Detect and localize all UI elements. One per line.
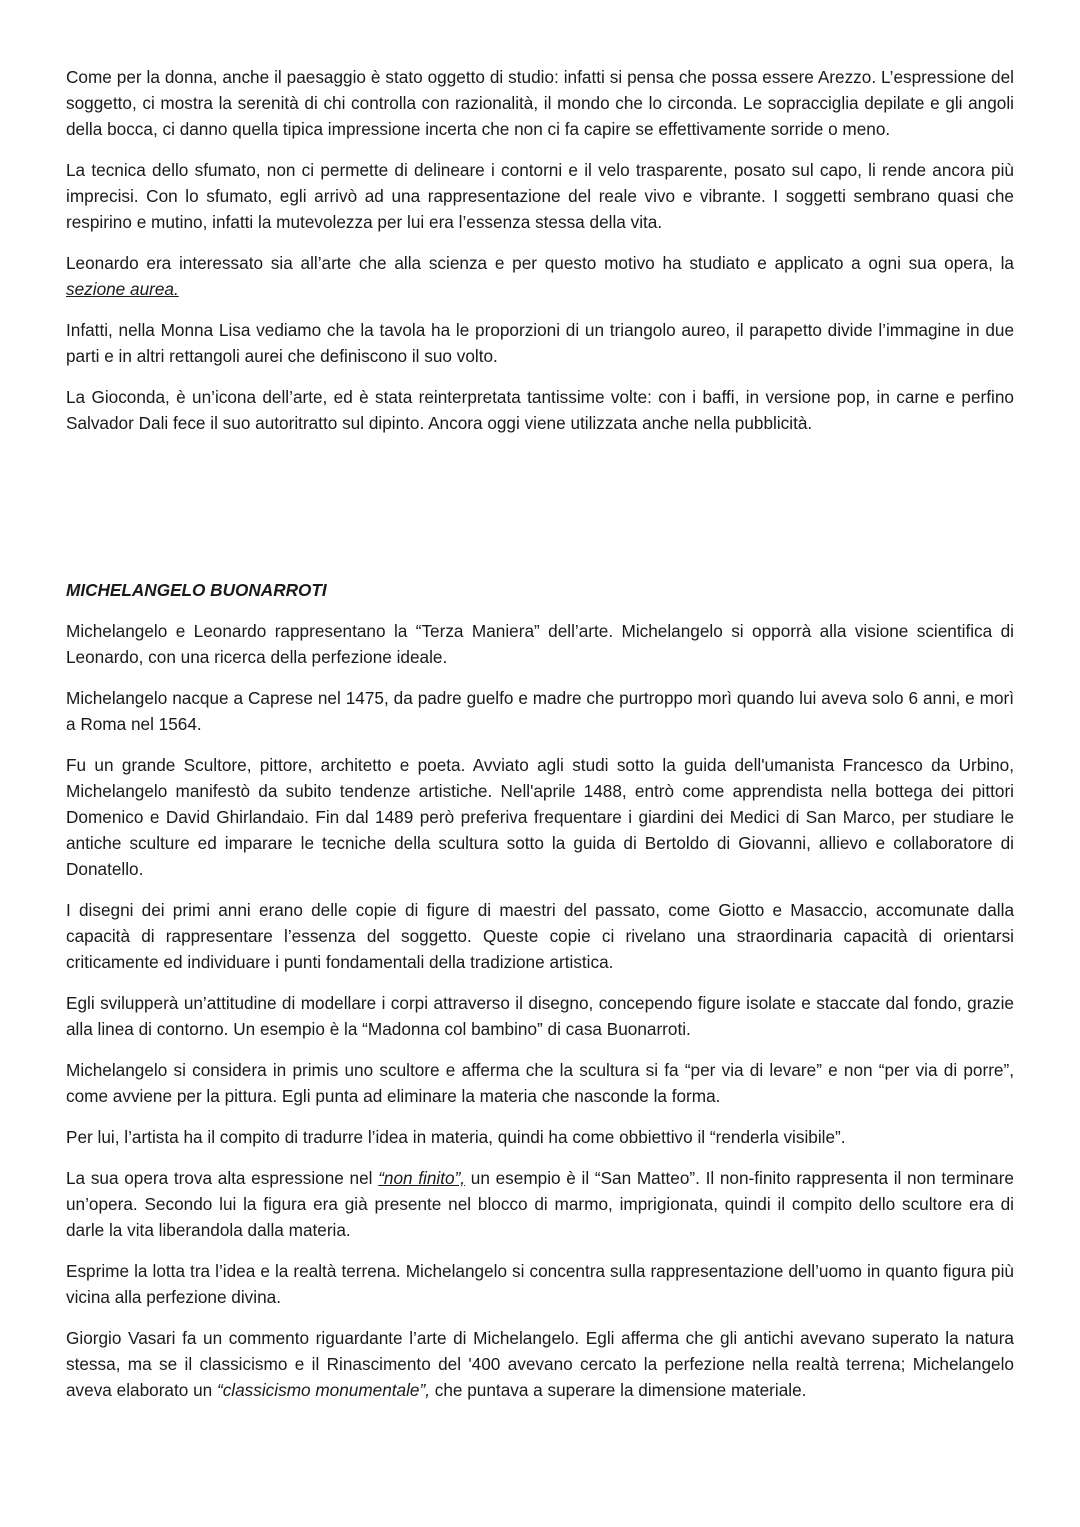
paragraph-non-finito-a: La sua opera trova alta espressione nel	[66, 1168, 379, 1188]
paragraph-sculpture: Michelangelo si considera in primis uno scultore e afferma che la scultura si fa “per via di levare” e non “per via di porre”, come avviene per la pittura. Egli punta ad eliminare la materia che nasconde la forma.	[66, 1060, 1014, 1106]
classicismo-monumentale-term: “classicismo monumentale”,	[216, 1380, 430, 1400]
paragraph-sfumato: La tecnica dello sfumato, non ci permette di delineare i contorni e il velo trasparente, posato sul capo, li rende ancora più imprecisi. Con lo sfumato, egli arrivò ad una rappresentazione del reale vivo e vibrante. I soggetti sembrano quasi che respirino e mutino, infatti la mutevolezza per lui era l’essenza stessa della vita.	[66, 160, 1014, 232]
paragraph-birth: Michelangelo nacque a Caprese nel 1475, da padre guelfo e madre che purtroppo morì quando lui aveva solo 6 anni, e morì a Roma nel 1564.	[66, 688, 1014, 734]
non-finito-term: “non finito”,	[378, 1168, 466, 1188]
paragraph-training: Fu un grande Scultore, pittore, architetto e poeta. Avviato agli studi sotto la guida dell'umanista Francesco da Urbino, Michelangelo manifestò da subito tendenze artistiche. Nell'aprile 1488, entrò come apprendista nella bottega dei pittori Domenico e David Ghirlandaio. Fin dal 1489 però preferiva frequentare i giardini dei Medici di San Marco, per studiare le antiche sculture ed imparare le tecniche della scultura sotto la guida di Bertoldo di Giovanni, allievo e collaboratore di Donatello.	[66, 755, 1014, 879]
paragraph-vasari-b: che puntava a superare la dimensione materiale.	[429, 1380, 807, 1400]
paragraph-early-drawings: I disegni dei primi anni erano delle copie di figure di maestri del passato, come Giotto e Masaccio, accomunate dalla capacità di rappresentare l’essenza del soggetto. Queste copie ci rivelano una straordinaria capacità di orientarsi criticamente ed individuare i punti fondamentali della tradizione artistica.	[66, 900, 1014, 972]
paragraph-idea-to-matter: Per lui, l’artista ha il compito di tradurre l’idea in materia, quindi ha come obbiettivo il “renderla visibile”.	[66, 1127, 846, 1147]
section-heading-michelangelo: MICHELANGELO BUONARROTI	[66, 580, 327, 600]
paragraph-modelling-bodies: Egli svilupperà un’attitudine di modellare i corpi attraverso il disegno, concependo figure isolate e staccate dal fondo, grazie alla linea di contorno. Un esempio è la “Madonna col bambino” di casa Buonarroti.	[66, 993, 1014, 1039]
document-page	[66, 64, 1014, 1418]
paragraph-struggle: Esprime la lotta tra l’idea e la realtà terrena. Michelangelo si concentra sulla rappresentazione dell’uomo in quanto figura più vicina alla perfezione divina.	[66, 1261, 1014, 1307]
paragraph-golden-section-text: Leonardo era interessato sia all’arte che alla scienza e per questo motivo ha studiato e applicato a ogni sua opera, la	[66, 253, 1014, 273]
paragraph-golden-section	[66, 250, 1014, 302]
paragraph-non-finito	[66, 1165, 1014, 1243]
paragraph-gioconda-icon: La Gioconda, è un’icona dell’arte, ed è stata reinterpretata tantissime volte: con i baffi, in versione pop, in carne e perfino Salvador Dali fece il suo autoritratto sul dipinto. Ancora oggi viene utilizzata anche nella pubblicità.	[66, 387, 1014, 433]
paragraph-landscape: Come per la donna, anche il paesaggio è stato oggetto di studio: infatti si pensa che possa essere Arezzo. L’espressione del soggetto, ci mostra la serenità di chi controlla con razionalità, il mondo che lo circonda. Le sopracciglia depilate e gli angoli della bocca, ci danno quella tipica impressione incerta che non ci fa capire se effettivamente sorride o meno.	[66, 67, 1014, 139]
paragraph-non-finito-b: un esempio è il “San Matteo”. Il non-finito rappresenta il non terminare un’opera. Secondo lui la figura era già presente nel blocco di marmo, imprigionata, quindi il compito dello scultore era di darle la vita liberandola dalla materia.	[66, 1168, 1014, 1240]
paragraph-vasari-a: Giorgio Vasari fa un commento riguardante l’arte di Michelangelo. Egli afferma che gli antichi avevano superato la natura stessa, ma se il classicismo e il Rinascimento del '400 avevano cercato la perfezione nella realtà terrena; Michelangelo aveva elaborato un	[66, 1328, 1014, 1400]
paragraph-monna-lisa-proportions: Infatti, nella Monna Lisa vediamo che la tavola ha le proporzioni di un triangolo aureo, il parapetto divide l’immagine in due parti e in altri rettangoli aurei che definiscono il suo volto.	[66, 320, 1014, 366]
golden-section-term: sezione aurea.	[66, 279, 179, 299]
paragraph-terza-maniera: Michelangelo e Leonardo rappresentano la “Terza Maniera” dell’arte. Michelangelo si opporrà alla visione scientifica di Leonardo, con una ricerca della perfezione ideale.	[66, 621, 1014, 667]
paragraph-vasari	[66, 1325, 1014, 1403]
section-gap	[66, 451, 1014, 577]
